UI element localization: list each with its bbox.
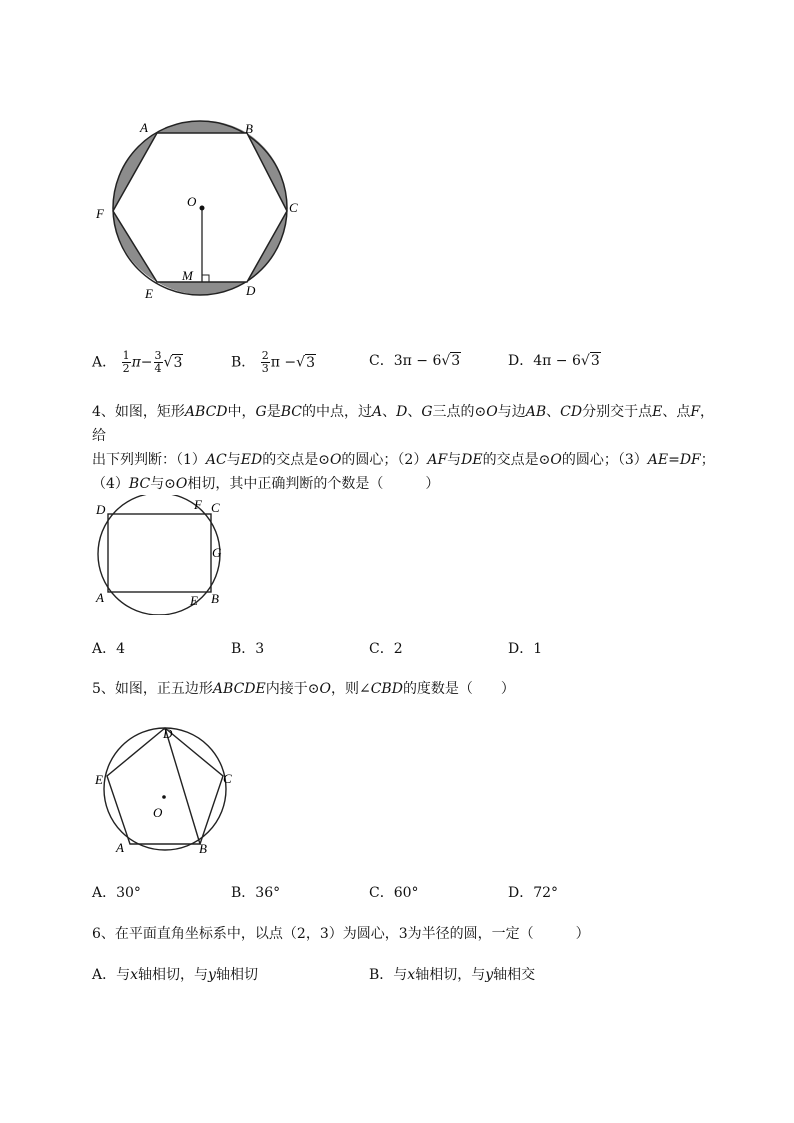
rectangle-abcd — [108, 514, 211, 592]
circle-o — [98, 495, 220, 615]
label-m: M — [182, 268, 193, 283]
label-c: C — [289, 200, 298, 215]
label-a: A — [140, 120, 148, 135]
q4-option-a[interactable]: A．4 — [92, 641, 126, 657]
fraction: $\frac{1}{2}$ — [122, 349, 130, 375]
label-a: A — [116, 840, 124, 855]
label-f: F — [194, 497, 202, 512]
label-g: G — [212, 545, 222, 560]
label-b: B — [245, 121, 253, 136]
circle-o — [104, 728, 226, 850]
label-a: A — [96, 590, 104, 605]
label-d: D — [96, 502, 106, 517]
q5-option-c[interactable]: C．60° — [369, 885, 419, 901]
label-e: E — [95, 772, 103, 787]
question-6: 6、在平面直角坐标系中，以点（2，3）为圆心，3为半径的圆，一定（ ） — [92, 926, 590, 942]
q3-option-c[interactable]: C．3π − 6√3 — [369, 353, 461, 369]
q4-option-c[interactable]: C．2 — [369, 641, 403, 657]
q6-option-b[interactable]: B．与x轴相切，与y轴相交 — [369, 967, 536, 983]
label-b: B — [211, 591, 219, 606]
q6-options — [92, 964, 712, 988]
q6-option-a[interactable]: A．与x轴相切，与y轴相切 — [92, 967, 258, 983]
label-b: B — [199, 841, 207, 856]
label-e: E — [145, 286, 153, 301]
label-c: C — [211, 500, 220, 515]
q5-option-d[interactable]: D．72° — [508, 885, 559, 901]
pentagon-circle-figure — [92, 722, 242, 858]
q5-option-b[interactable]: B．36° — [231, 885, 281, 901]
q4-line-3: （4）BC与⊙O相切，其中正确判断的个数是（ ） — [92, 476, 440, 492]
question-5: 5、如图，正五边形ABCDE内接于⊙O，则∠CBD的度数是（ ） — [92, 681, 515, 697]
center-point-o — [200, 206, 205, 211]
q4-line-1: 4、如图，矩形ABCD中，G是BC的中点，过A、D、G三点的⊙O与边AB、CD分别交于点E、点F，给 — [92, 404, 715, 444]
diagonal-bd — [165, 728, 200, 844]
pentagon-abcde — [107, 728, 223, 844]
question-4 — [92, 400, 722, 496]
q5-option-a[interactable]: A．30° — [92, 885, 141, 901]
center-point-o — [162, 795, 166, 799]
q3-option-a[interactable]: A． $\frac{1}{2}$ π− $\frac{3}{4}$ √3 — [92, 349, 183, 375]
label-c: C — [223, 771, 232, 786]
q3-option-b[interactable]: B． $\frac{2}{3}$ π −√3 — [231, 349, 315, 375]
q4-options — [92, 638, 712, 662]
label-e: E — [190, 593, 198, 608]
label-o: O — [153, 805, 163, 820]
q5-options — [92, 882, 712, 906]
label-d: D — [246, 283, 256, 298]
q3-option-d[interactable]: D．4π − 6√3 — [508, 353, 600, 369]
fraction: $\frac{3}{4}$ — [154, 349, 162, 375]
hexagon-circle-figure — [90, 115, 305, 305]
q4-option-b[interactable]: B．3 — [231, 641, 265, 657]
fraction: $\frac{2}{3}$ — [261, 349, 269, 375]
q4-option-d[interactable]: D．1 — [508, 641, 543, 657]
label-d: D — [163, 726, 173, 741]
rectangle-circle-figure — [88, 495, 233, 615]
label-f: F — [96, 206, 104, 221]
label-o: O — [187, 194, 197, 209]
q4-line-2: 出下列判断：（1）AC与ED的交点是⊙O的圆心；（2）AF与DE的交点是⊙O的圆心；（3）AE=DF； — [92, 452, 715, 468]
q3-options — [92, 350, 712, 374]
